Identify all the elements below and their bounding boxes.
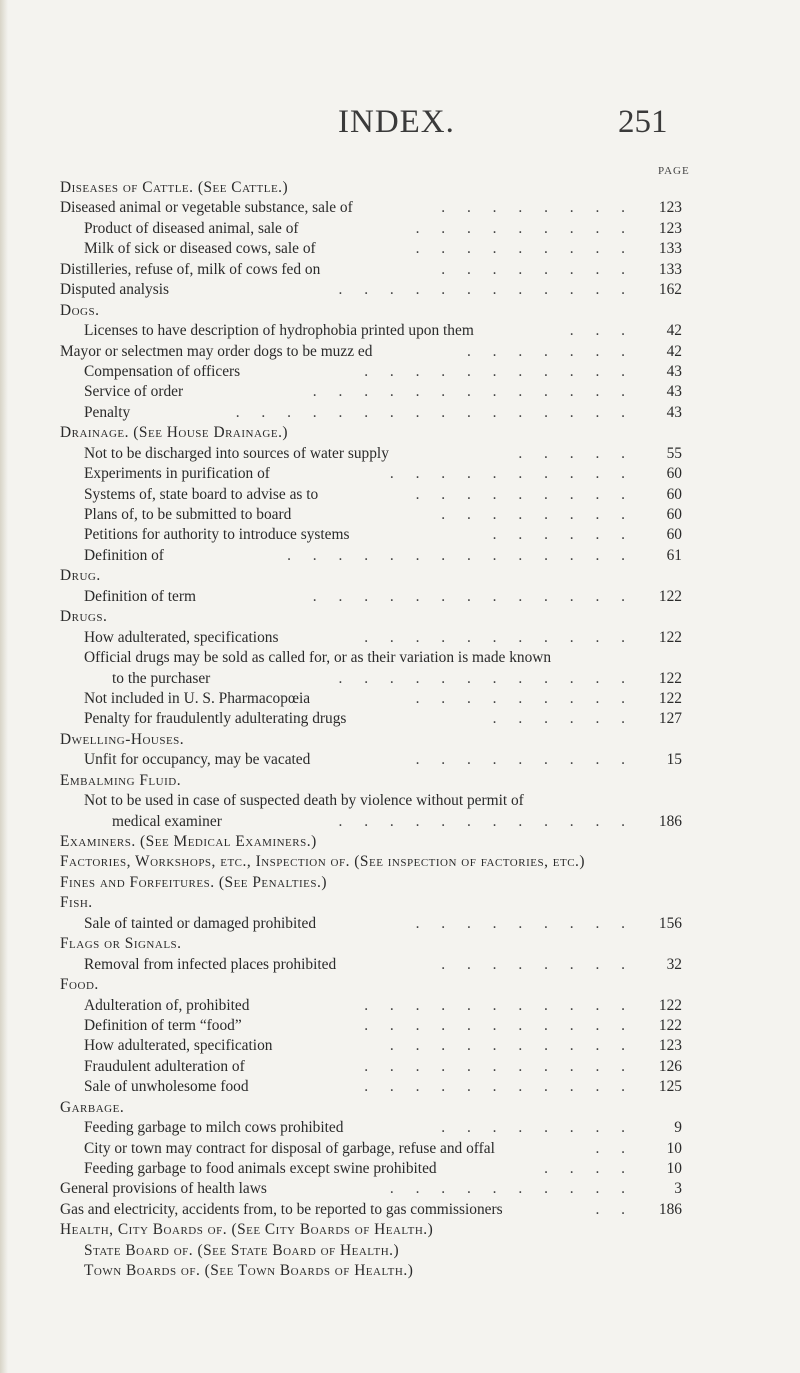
page-spine-shadow: [0, 0, 8, 1373]
entry-text: Unfit for occupancy, may be vacated: [84, 751, 311, 769]
page-column-label: PAGE: [658, 165, 690, 177]
entry-page-number: 186: [658, 812, 682, 830]
entry-page-number: 60: [666, 465, 682, 483]
index-entry: [60, 873, 686, 893]
leader-dots: . . . . . . . . . . . .: [338, 669, 634, 687]
entry-page-number: 42: [666, 342, 682, 360]
index-entry: [60, 648, 686, 668]
entry-page-number: 123: [658, 199, 682, 217]
index-entry: [60, 362, 686, 382]
index-entry: [60, 1220, 686, 1240]
entry-page-number: 133: [658, 260, 682, 278]
entry-text: Feeding garbage to milch cows prohibited: [84, 1119, 344, 1137]
running-head: [0, 104, 800, 144]
index-entry: [60, 852, 686, 872]
leader-dots: . . . . . . . . . . .: [364, 362, 634, 380]
entry-text: Not included in U. S. Pharmacopœia: [84, 689, 311, 707]
leader-dots: . . . . . . . .: [441, 260, 634, 278]
entry-text: Drug.: [60, 567, 101, 585]
index-entry: [60, 607, 686, 627]
entry-page-number: 43: [666, 383, 682, 401]
index-entry: [60, 1098, 686, 1118]
index-entry: [60, 280, 686, 300]
entry-page-number: 122: [658, 996, 682, 1014]
entry-text: Compensation of officers: [84, 362, 241, 380]
index-entry: [60, 239, 686, 259]
entry-text: Milk of sick or diseased cows, sale of: [84, 240, 316, 258]
entry-text: Flags or Signals.: [60, 935, 182, 953]
entry-page-number: 15: [666, 751, 682, 769]
leader-dots: . . . . . . . . . .: [389, 1180, 634, 1198]
index-entry: [60, 1139, 686, 1159]
index-entry: [60, 423, 686, 443]
entry-page-number: 61: [666, 546, 682, 564]
leader-dots: . . .: [569, 322, 634, 340]
entry-text: Definition of term: [84, 587, 196, 605]
index-entry: [60, 628, 686, 648]
leader-dots: . . . . . . . . .: [415, 240, 634, 258]
leader-dots: . .: [595, 1139, 634, 1157]
index-entry: [60, 1118, 686, 1138]
entry-text: Garbage.: [60, 1098, 125, 1116]
index-entry: [60, 219, 686, 239]
index-entry: [60, 464, 686, 484]
entry-page-number: 122: [658, 669, 682, 687]
entry-text: Service of order: [84, 383, 184, 401]
leader-dots: . . . . . . . . . . . .: [338, 281, 634, 299]
entry-text: Penalty for fraudulently adulterating drugs: [84, 710, 347, 728]
entry-page-number: 60: [666, 485, 682, 503]
index-entry: [60, 485, 686, 505]
index-entry: [60, 771, 686, 791]
entry-page-number: 123: [658, 1037, 682, 1055]
index-entry: [60, 1036, 686, 1056]
entry-text: Distilleries, refuse of, milk of cows fed on: [60, 260, 321, 278]
entry-text: Fines and Forfeitures. (See Penalties.): [60, 873, 327, 891]
index-entry: [60, 709, 686, 729]
entry-page-number: 123: [658, 219, 682, 237]
entry-page-number: 55: [666, 444, 682, 462]
index-entry: [60, 750, 686, 770]
leader-dots: . . . . . . . . .: [415, 689, 634, 707]
entry-text: Examiners. (See Medical Examiners.): [60, 833, 317, 850]
entry-text: Town Boards of. (See Town Boards of Health.): [84, 1262, 414, 1280]
entry-text: Sale of unwholesome food: [84, 1078, 249, 1096]
leader-dots: . . . . . .: [492, 710, 634, 728]
index-entry: [60, 321, 686, 341]
leader-dots: . . . . . . . . . . .: [364, 1057, 634, 1075]
index-entry: [60, 525, 686, 545]
entry-page-number: 133: [658, 240, 682, 258]
index-entry: [60, 342, 686, 362]
index-entry: [60, 832, 686, 852]
index-entry: [60, 669, 686, 689]
entry-text: Factories, Workshops, etc., Inspection of. (See inspection of factories, etc.): [60, 853, 586, 871]
entry-text: Fraudulent adulteration of: [84, 1057, 245, 1075]
entry-page-number: 42: [666, 322, 682, 340]
leader-dots: . . . . . .: [492, 526, 634, 544]
entry-text: Drainage. (See House Drainage.): [60, 424, 289, 442]
entry-text: Food.: [60, 976, 99, 994]
index-entry: [60, 178, 686, 198]
entry-text: Licenses to have description of hydrophobia printed upon them: [84, 322, 474, 340]
entry-text: Dogs.: [60, 301, 100, 319]
entry-text: City or town may contract for disposal of garbage, refuse and offal: [84, 1139, 495, 1157]
entry-text: Diseased animal or vegetable substance, sale of: [60, 199, 353, 217]
entry-text: medical examiner: [112, 812, 222, 830]
entry-page-number: 43: [666, 403, 682, 421]
index-entry: [60, 1261, 686, 1281]
page-number: 251: [618, 104, 668, 140]
entry-text: Feeding garbage to food animals except swine prohibited: [84, 1160, 437, 1177]
entry-text: Dwelling-Houses.: [60, 730, 185, 748]
entry-text: Gas and electricity, accidents from, to be reported to gas commissioners: [60, 1200, 503, 1218]
index-entry: [60, 382, 686, 402]
index-entry: [60, 893, 686, 913]
leader-dots: . . . . . . . .: [441, 955, 634, 973]
entry-page-number: 122: [658, 1016, 682, 1034]
entry-text: to the purchaser: [112, 669, 211, 687]
entry-text: Fish.: [60, 894, 93, 912]
leader-dots: . . . . . . . . . . . . .: [312, 587, 634, 605]
entry-text: Sale of tainted or damaged prohibited: [84, 914, 317, 932]
index-entry: [60, 260, 686, 280]
index-entry: [60, 444, 686, 464]
entry-page-number: 186: [658, 1200, 682, 1218]
entry-page-number: 125: [658, 1078, 682, 1096]
entry-page-number: 122: [658, 628, 682, 646]
index-entry: [60, 934, 686, 954]
leader-dots: . . . . . . .: [466, 342, 634, 360]
entry-text: Disputed analysis: [60, 281, 170, 299]
index-entry: [60, 1057, 686, 1077]
entry-text: Removal from infected places prohibited: [84, 955, 337, 973]
index-entry: [60, 403, 686, 423]
index-entry: [60, 914, 686, 934]
entry-text: How adulterated, specification: [84, 1037, 273, 1055]
index-entry: [60, 1159, 686, 1179]
index-entry: [60, 791, 686, 811]
entry-text: Petitions for authority to introduce systems: [84, 526, 350, 544]
index-entries: [60, 178, 686, 1282]
index-entry: [60, 301, 686, 321]
leader-dots: . . . . . . . . . . .: [364, 1078, 634, 1096]
entry-text: Adulteration of, prohibited: [84, 996, 250, 1014]
index-entry: [60, 955, 686, 975]
entry-page-number: 3: [674, 1180, 682, 1198]
leader-dots: . . . . . . . . . .: [389, 465, 634, 483]
index-entry: [60, 1179, 686, 1199]
entry-text: Penalty: [84, 403, 131, 421]
entry-text: Drugs.: [60, 608, 108, 626]
index-entry: [60, 587, 686, 607]
entry-text: State Board of. (See State Board of Health.): [84, 1241, 400, 1259]
index-entry: [60, 198, 686, 218]
entry-page-number: 10: [666, 1160, 682, 1177]
leader-dots: . . . . . . . . . . . . .: [312, 383, 634, 401]
entry-text: Diseases of Cattle. (See Cattle.): [60, 179, 289, 196]
leader-dots: . . . . . . . . . .: [389, 1037, 634, 1055]
entry-text: Definition of: [84, 546, 164, 564]
index-entry: [60, 505, 686, 525]
entry-page-number: 10: [666, 1139, 682, 1157]
entry-text: Embalming Fluid.: [60, 771, 182, 789]
entry-page-number: 60: [666, 506, 682, 523]
entry-text: Not to be used in case of suspected death by violence without permit of: [84, 792, 524, 810]
index-entry: [60, 1077, 686, 1097]
leader-dots: . . . . . . . . . . . . . . . .: [235, 403, 634, 421]
index-entry: [60, 996, 686, 1016]
entry-page-number: 126: [658, 1057, 682, 1075]
entry-text: Experiments in purification of: [84, 465, 270, 483]
index-entry: [60, 1016, 686, 1036]
index-entry: [60, 546, 686, 566]
entry-page-number: 60: [666, 526, 682, 544]
entry-page-number: 122: [658, 689, 682, 707]
entry-page-number: 122: [658, 587, 682, 605]
leader-dots: . . . . . . . .: [441, 1119, 634, 1137]
entry-text: How adulterated, specifications: [84, 628, 279, 646]
leader-dots: . . . . . . . . .: [415, 219, 634, 237]
leader-dots: . . . . . . . . .: [415, 914, 634, 932]
leader-dots: . . . . . . . .: [441, 506, 634, 523]
entry-page-number: 32: [666, 955, 682, 973]
leader-dots: . .: [595, 1200, 634, 1218]
leader-dots: . . . . . . . . . . .: [364, 996, 634, 1014]
entry-text: Plans of, to be submitted to board: [84, 506, 292, 523]
index-entry: [60, 1241, 686, 1261]
leader-dots: . . . . .: [518, 444, 634, 462]
index-entry: [60, 689, 686, 709]
entry-text: Health, City Boards of. (See City Boards of Health.): [60, 1221, 434, 1239]
index-entry: [60, 566, 686, 586]
entry-page-number: 9: [674, 1119, 682, 1137]
leader-dots: . . . . . . . .: [441, 199, 634, 217]
entry-page-number: 43: [666, 362, 682, 380]
leader-dots: . . . . . . . . . . . .: [338, 812, 634, 830]
index-title: INDEX.: [338, 104, 455, 140]
entry-text: Mayor or selectmen may order dogs to be muzz ed: [60, 342, 373, 360]
entry-text: Official drugs may be sold as called for, or as their variation is made known: [84, 649, 552, 667]
entry-page-number: 127: [658, 710, 682, 728]
entry-text: Not to be discharged into sources of water supply: [84, 444, 389, 462]
index-entry: [60, 975, 686, 995]
leader-dots: . . . . . . . . .: [415, 751, 634, 769]
entry-page-number: 156: [658, 914, 682, 932]
entry-text: Definition of term “food”: [84, 1016, 242, 1034]
entry-text: Systems of, state board to advise as to: [84, 485, 319, 503]
leader-dots: . . . . . . . . .: [415, 485, 634, 503]
index-entry: [60, 1200, 686, 1220]
entry-text: General provisions of health laws: [60, 1180, 267, 1198]
leader-dots: . . . . . . . . . . .: [364, 628, 634, 646]
index-entry: [60, 812, 686, 832]
index-entry: [60, 730, 686, 750]
leader-dots: . . . .: [544, 1160, 634, 1177]
entry-text: Product of diseased animal, sale of: [84, 219, 299, 237]
leader-dots: . . . . . . . . . . . . . .: [287, 546, 634, 564]
leader-dots: . . . . . . . . . . .: [364, 1016, 634, 1034]
entry-page-number: 162: [658, 281, 682, 299]
